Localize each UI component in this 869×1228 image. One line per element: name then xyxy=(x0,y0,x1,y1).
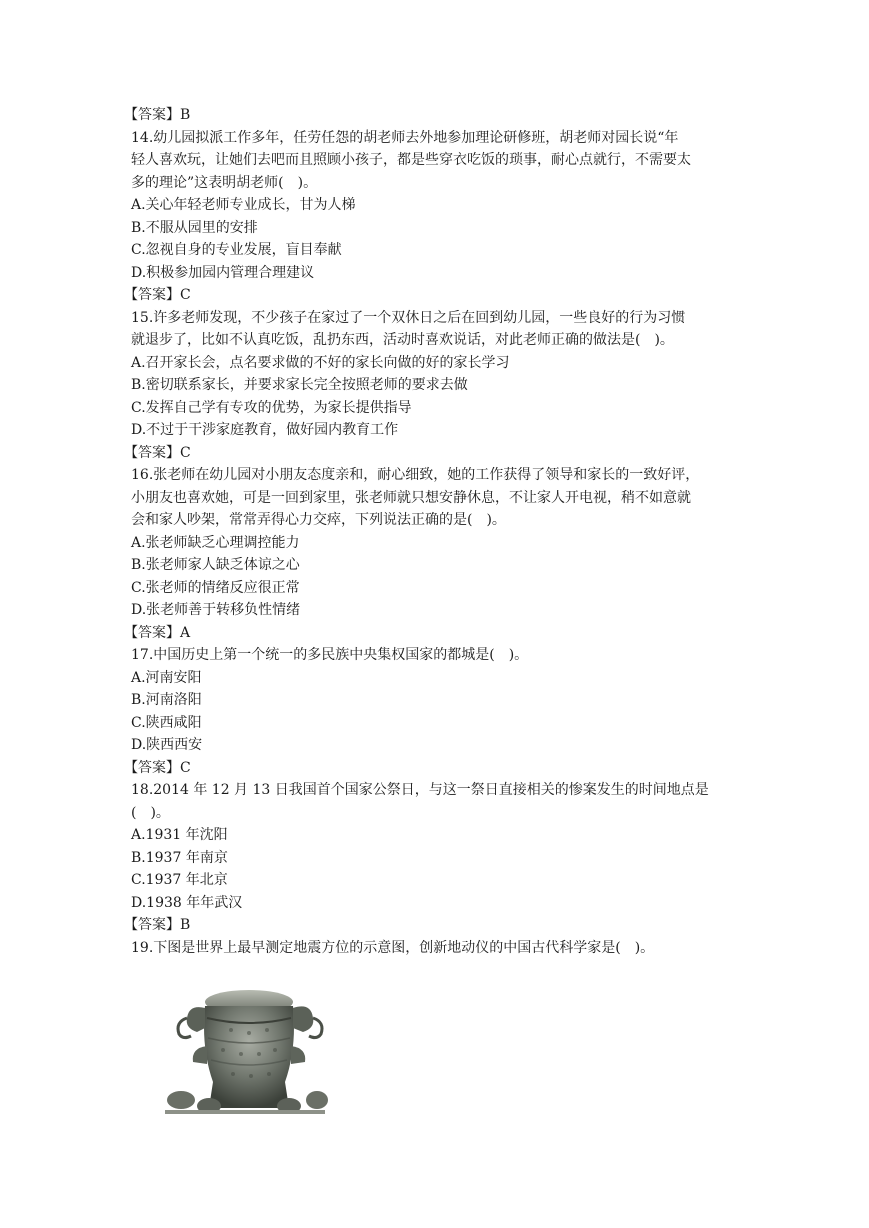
option-line: D.张老师善于转移负性情绪 xyxy=(131,602,301,618)
option-line: C.1937 年北京 xyxy=(131,872,228,888)
question-line: 会和家人吵架，常常弄得心力交瘁，下列说法正确的是( )。 xyxy=(131,512,506,528)
option-line: D.陕西西安 xyxy=(131,737,203,753)
question-line: 18.2014 年 12 月 13 日我国首个国家公祭日，与这一祭日直接相关的惨案发生的时间地点是 xyxy=(131,782,709,798)
option-line: A.召开家长会，点名要求做的不好的家长向做的好的家长学习 xyxy=(131,354,510,371)
answer-line: 【答案】C xyxy=(124,287,191,303)
seismoscope-image xyxy=(161,988,329,1116)
answer-line: 【答案】C xyxy=(124,444,191,461)
option-line: B.密切联系家长，并要求家长完全按照老师的要求去做 xyxy=(131,377,468,393)
option-line: C.忽视自身的专业发展，盲目奉献 xyxy=(131,242,342,258)
question-line: 19.下图是世界上最早测定地震方位的示意图，创新地动仪的中国古代科学家是( )。 xyxy=(131,939,655,956)
answer-line: 【答案】C xyxy=(124,759,191,776)
question-line: ( )。 xyxy=(131,804,170,821)
option-line: C.发挥自己学有专攻的优势，为家长提供指导 xyxy=(131,399,412,416)
question-line: 14.幼儿园拟派工作多年，任劳任怨的胡老师去外地参加理论研修班，胡老师对园长说“年 xyxy=(131,129,679,146)
answer-line: 【答案】B xyxy=(124,107,191,123)
option-line: A.关心年轻老师专业成长，甘为人梯 xyxy=(131,197,356,213)
answer-line: 【答案】A xyxy=(124,624,191,641)
option-line: B.不服从园里的安排 xyxy=(131,219,258,236)
question-line: 15.许多老师发现，不少孩子在家过了一个双休日之后在回到幼儿园，一些良好的行为习惯 xyxy=(131,309,686,326)
question-line: 16.张老师在幼儿园对小朋友态度亲和，耐心细致，她的工作获得了领导和家长的一致好评， xyxy=(131,467,700,483)
question-text-block xyxy=(124,104,741,959)
option-line: B.张老师家人缺乏体谅之心 xyxy=(131,557,300,573)
option-line: D.不过于干涉家庭教育，做好园内教育工作 xyxy=(131,422,399,438)
question-line: 小朋友也喜欢她，可是一回到家里，张老师就只想安静休息，不让家人开电视，稍不如意就 xyxy=(131,489,691,506)
option-line: D.积极参加园内管理合理建议 xyxy=(131,264,315,281)
option-line: A.河南安阳 xyxy=(131,669,202,686)
option-line: D.1938 年年武汉 xyxy=(131,894,243,911)
question-line: 17.中国历史上第一个统一的多民族中央集权国家的都城是( )。 xyxy=(131,647,529,663)
option-line: C.张老师的情绪反应很正常 xyxy=(131,579,300,596)
answer-line: 【答案】B xyxy=(124,917,191,933)
option-line: B.河南洛阳 xyxy=(131,692,202,708)
option-line: B.1937 年南京 xyxy=(131,849,228,866)
option-line: A.张老师缺乏心理调控能力 xyxy=(131,534,300,551)
option-line: C.陕西咸阳 xyxy=(131,714,202,731)
option-line: A.1931 年沈阳 xyxy=(131,827,228,843)
question-line: 多的理论”这表明胡老师( )。 xyxy=(131,174,318,191)
question-line: 就退步了，比如不认真吃饭，乱扔东西，活动时喜欢说话，对此老师正确的做法是( )。 xyxy=(131,332,674,348)
question-line: 轻人喜欢玩，让她们去吧而且照顾小孩子，都是些穿衣吃饭的琐事，耐心点就行，不需要太 xyxy=(131,152,691,168)
